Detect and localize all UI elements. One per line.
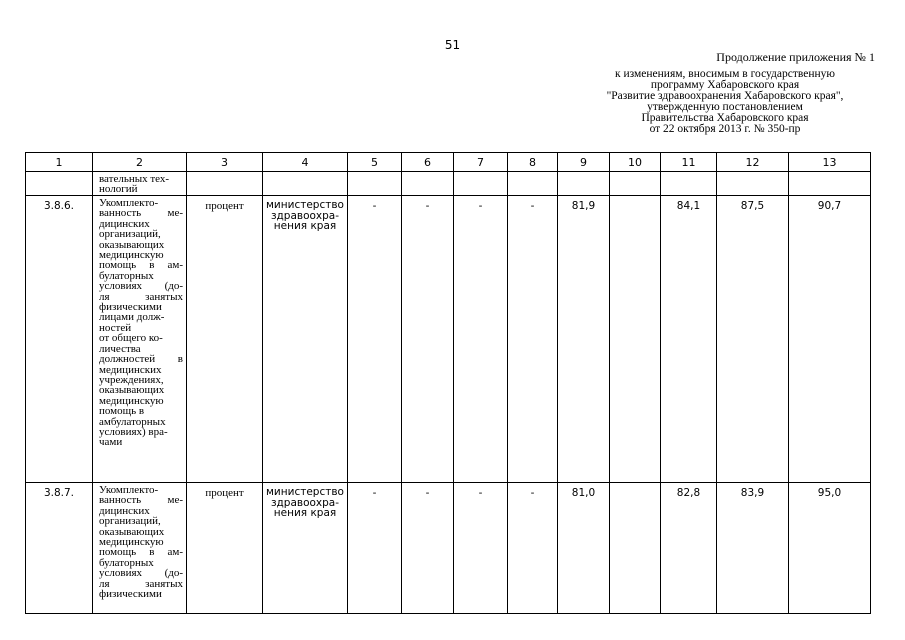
name-line: ванность ме- <box>99 494 183 507</box>
name-line: лицами долж- <box>99 311 165 324</box>
name-line: оказывающих <box>99 384 165 397</box>
name-line: оказывающих <box>99 525 165 538</box>
appendix-header <box>575 52 875 135</box>
indicator-name <box>93 483 187 614</box>
value-col11: 82,8 <box>661 483 717 614</box>
name-line: медицинских <box>99 363 162 376</box>
column-header: 8 <box>508 153 558 172</box>
name-line: чами <box>99 436 123 449</box>
table-row <box>26 483 871 614</box>
value-col10 <box>610 196 661 483</box>
name-line: ля занятых <box>99 577 183 590</box>
name-line: амбулаторных <box>99 415 166 428</box>
name-line: ностей <box>99 321 132 334</box>
appendix-header-line: утвержденную постановлением <box>647 101 803 113</box>
value-col9: 81,0 <box>558 483 610 614</box>
value-col5: - <box>348 196 402 483</box>
column-header: 9 <box>558 153 610 172</box>
name-line: личества <box>99 342 141 355</box>
name-line: дицинских <box>99 217 150 230</box>
value-col7: - <box>454 483 508 614</box>
name-line: дицинских <box>99 504 150 517</box>
name-line: Укомплекто- <box>99 484 159 496</box>
name-line: ванность ме- <box>99 207 183 220</box>
unit: процент <box>187 483 263 614</box>
name-line: от общего ко- <box>99 332 163 345</box>
column-header: 7 <box>454 153 508 172</box>
column-header: 3 <box>187 153 263 172</box>
name-line: помощь в <box>99 405 145 418</box>
table-header-row <box>26 153 871 172</box>
value-col12: 83,9 <box>717 483 789 614</box>
appendix-header-line: Правительства Хабаровского края <box>641 112 809 124</box>
column-header: 11 <box>661 153 717 172</box>
column-header: 6 <box>402 153 454 172</box>
indicator-name-continuation <box>93 172 187 196</box>
responsible: министерство здравоохра-нения края <box>263 196 348 483</box>
name-line: должностей в <box>99 353 183 366</box>
column-header: 12 <box>717 153 789 172</box>
responsible: министерство здравоохра-нения края <box>263 483 348 614</box>
name-line: булаторных <box>99 556 154 569</box>
page-number: 51 <box>444 38 461 52</box>
name-line: физическими <box>99 301 162 314</box>
indicators-table <box>25 152 871 614</box>
name-line: условиях (до- <box>99 280 183 293</box>
name-line: организаций, <box>99 228 161 241</box>
value-col12: 87,5 <box>717 196 789 483</box>
table-row-continuation <box>26 172 871 196</box>
value-col9: 81,9 <box>558 196 610 483</box>
name-line: физическими <box>99 588 162 601</box>
value-col5: - <box>348 483 402 614</box>
name-line: ля занятых <box>99 290 183 303</box>
value-col13: 90,7 <box>789 196 871 483</box>
name-line: учреждениях, <box>99 373 164 386</box>
value-col7: - <box>454 196 508 483</box>
column-header: 2 <box>93 153 187 172</box>
name-line: медицинскую <box>99 249 164 262</box>
name-line: условиях) вра- <box>99 425 168 438</box>
column-header: 5 <box>348 153 402 172</box>
name-line: медицинскую <box>99 536 164 549</box>
value-col10 <box>610 483 661 614</box>
column-header: 1 <box>26 153 93 172</box>
column-header: 10 <box>610 153 661 172</box>
value-col6: - <box>402 483 454 614</box>
value-col13: 95,0 <box>789 483 871 614</box>
appendix-header-line: программу Хабаровского края <box>650 79 800 91</box>
table-row <box>26 196 871 483</box>
name-line: помощь в ам- <box>99 259 183 272</box>
indicator-name <box>93 196 187 483</box>
name-line: помощь в ам- <box>99 546 183 559</box>
appendix-header-line: от 22 октября 2013 г. № 350-пр <box>649 123 801 135</box>
name-line: булаторных <box>99 269 154 282</box>
appendix-header-line: "Развитие здравоохранения Хабаровского края", <box>606 90 844 102</box>
row-number: 3.8.7. <box>26 483 93 614</box>
unit: процент <box>187 196 263 483</box>
appendix-header-line: к изменениям, вносимым в государственную <box>615 68 835 80</box>
name-line: оказывающих <box>99 238 165 251</box>
name-line: нологий <box>99 183 138 196</box>
value-col11: 84,1 <box>661 196 717 483</box>
column-header: 13 <box>789 153 871 172</box>
value-col8: - <box>508 196 558 483</box>
column-header: 4 <box>263 153 348 172</box>
name-line: медицинскую <box>99 394 164 407</box>
name-line: условиях (до- <box>99 567 183 580</box>
row-number: 3.8.6. <box>26 196 93 483</box>
name-line: Укомплекто- <box>99 197 159 209</box>
name-line: вательных тех- <box>99 173 170 185</box>
name-line: организаций, <box>99 515 161 528</box>
appendix-header-title: Продолжение приложения № 1 <box>716 50 875 64</box>
value-col6: - <box>402 196 454 483</box>
value-col8: - <box>508 483 558 614</box>
